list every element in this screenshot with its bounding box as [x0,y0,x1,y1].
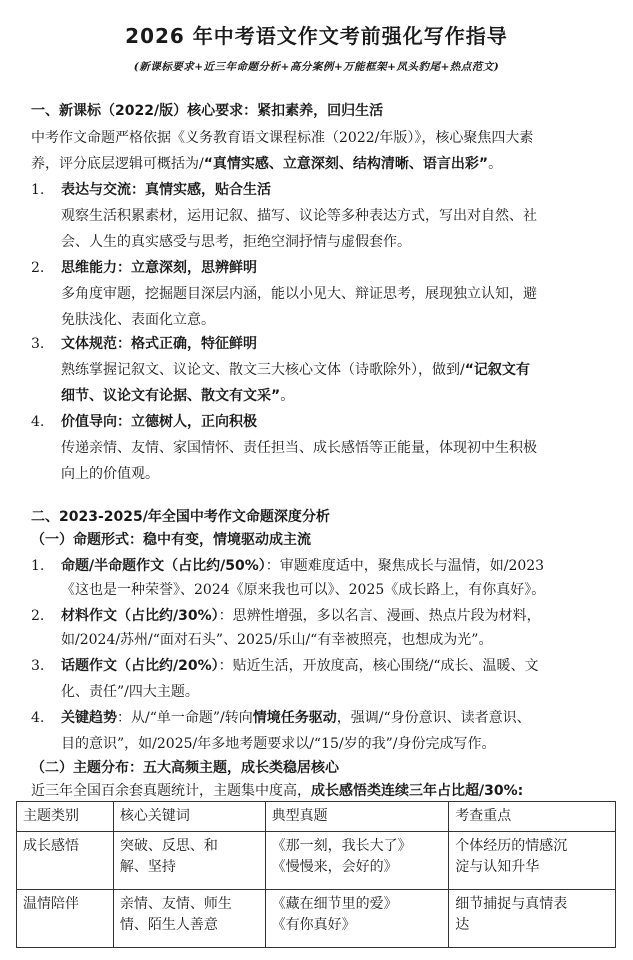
s2-item3-number: 3. [31,658,45,674]
s2-item1-line1 [61,556,544,576]
cell-focus-line2: 淀与认知升华 [455,859,540,875]
cell-keywords-line2: 解、坚持 [119,859,176,875]
cell-focus-line2: 达 [455,917,470,933]
cell-keywords-line2: 情、陌生人善意 [119,917,218,933]
section2-statistics [31,781,523,801]
item3-number: 3. [31,336,45,352]
table-header-row [17,802,616,832]
stat-bold: 成长感悟类连续三年占比超/30% [311,783,518,799]
table-row [17,890,616,948]
cell-keywords-line1: 亲情、友情、师生 [119,896,232,912]
section2-subheading-2: （二）主题分布：五大高频主题，成长类稳居核心 [31,760,339,776]
s2-item4-text-a: ：从/“单一命题”/转向 [117,710,253,726]
cell-keywords-line1: 突破、反思、和 [119,838,218,854]
item1-line1: 观察生活积累素材，运用记叙、描写、议论等多种表达方式，写出对自然、社 [61,208,537,224]
cell-keywords [113,890,265,948]
item2-number: 2. [31,260,45,276]
topic-table [16,801,616,948]
s2-item4-text-c: ，强调/“身份意识、读者意识、 [336,710,531,726]
section2-heading: 二、2023-2025/年全国中考作文命题深度分析 [31,509,330,525]
cell-focus-line1: 个体经历的情感沉 [455,838,568,854]
item2-title: 思维能力：立意深刻，思辨鲜明 [61,260,257,276]
item3-line2-end: 。 [280,388,295,404]
s2-item2-number: 2. [31,608,45,624]
s2-item4-number: 4. [31,710,45,726]
item1-line2: 会、人生的真实感受与思考，拒绝空洞抒情与虚假套作。 [61,234,411,250]
item3-line2-bold: 细节、议论文有论据、散文有文采” [61,388,281,404]
s2-item1-line2: 《这也是一种荣誉》、2024《原来我也可以》、2025《成长路上，有你真好》。 [61,582,546,598]
s2-item4-label: 关键趋势 [61,710,117,726]
item4-title: 价值导向：立德树人，正向积极 [61,414,257,430]
col-header-focus: 考查重点 [449,802,616,832]
section1-intro-line2 [31,154,502,174]
stat-text: 近三年全国百余套真题统计，主题集中度高， [31,783,311,799]
item3-line1 [61,360,530,380]
table-row [17,832,616,890]
s2-item2-line2: 如/2024/苏州/“面对石头”、2025/乐山/“有幸被照亮，也想成为光”。 [61,632,493,648]
item3-title: 文体规范：格式正确，特征鲜明 [61,336,257,352]
cell-exam-line1: 《那一刻，我长大了》 [271,838,412,854]
item1-number: 1. [31,182,45,198]
item4-line2: 向上的价值观。 [61,466,159,482]
s2-item4-line2: 目的意识”，如/2025/年多地考题要求以/“15/岁的我”/身份完成写作。 [61,736,496,752]
item2-line1: 多角度审题，挖掘题目深层内涵，能以小见大、辩证思考，展现独立认知，避 [61,286,537,302]
section1-heading: 一、新课标（2022/版）核心要求：紧扣素养，回归生活 [31,103,384,119]
section1-intro-line1: 中考作文命题严格依据《义务教育语文课程标准（2022/年版）》，核心聚焦四大素 [31,130,534,146]
item2-line2: 免肤浅化、表面化立意。 [61,312,215,328]
item3-line1-text: 熟练掌握记叙文、议论文、散文三大核心文体（诗歌除外），做到/ [61,362,465,378]
cell-focus-line1: 细节捕捉与真情表 [455,896,568,912]
item3-line1-bold: “记叙文有 [464,362,530,378]
item3-line2 [61,386,294,406]
section2-subheading-1: （一）命题形式：稳中有变，情境驱动成主流 [31,532,311,548]
cell-category: 成长感悟 [17,832,114,890]
s2-item2-line1 [61,606,541,626]
cell-exam-line2: 《有你真好》 [271,917,356,933]
item1-title: 表达与交流：真情实感，贴合生活 [61,182,271,198]
s2-item3-line2: 化、责任”/四大主题。 [61,684,199,700]
item4-line1: 传递亲情、友情、家国情怀、责任担当、成长感悟等正能量，体现初中生积极 [61,440,537,456]
col-header-keywords: 核心关键词 [113,802,265,832]
cell-category: 温情陪伴 [17,890,114,948]
cell-exam-line2: 《慢慢来，会好的》 [271,859,398,875]
s2-item1-number: 1. [31,558,45,574]
intro-end: 。 [488,156,503,172]
stat-end: : [517,783,524,799]
item4-number: 4. [31,414,45,430]
cell-exam [265,832,449,890]
intro-bold-criteria: “真情实感、立意深刻、结构清晰、语言出彩” [203,156,489,172]
cell-exam-line1: 《藏在细节里的爱》 [271,896,398,912]
cell-focus [449,832,616,890]
s2-item3-label: 话题作文（占比约/20%） [61,658,219,674]
s2-item1-label: 命题/半命题作文（占比约/50%） [61,558,266,574]
s2-item4-bold: 情境任务驱动 [252,710,337,726]
cell-exam [265,890,449,948]
document-subtitle: (新课标要求+近三年命题分析+高分案例+万能框架+凤头豹尾+热点范文) [133,61,500,73]
s2-item4-line1 [61,708,531,728]
s2-item1-text: ：审题难度适中，聚焦成长与温情，如/2023 [265,558,545,574]
s2-item3-line1 [61,656,539,676]
col-header-exam: 典型真题 [265,802,449,832]
s2-item2-label: 材料作文（占比约/30%） [61,608,219,624]
s2-item3-text: ：贴近生活，开放度高，核心围绕/“成长、温暖、文 [218,658,539,674]
cell-keywords [113,832,265,890]
s2-item2-text: ：思辨性增强，多以名言、漫画、热点片段为材料， [218,608,541,624]
col-header-category: 主题类别 [17,802,114,832]
document-title: 2026 年中考语文作文考前强化写作指导 [125,24,508,48]
cell-focus [449,890,616,948]
intro-text: 养，评分底层逻辑可概括为/ [31,156,204,172]
